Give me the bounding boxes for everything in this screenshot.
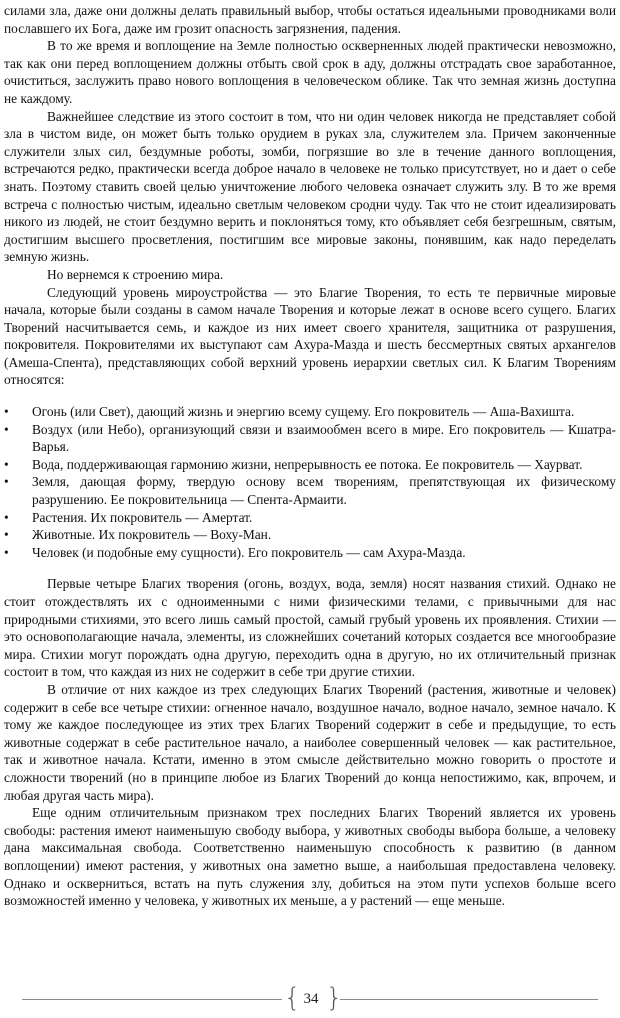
list-item — [4, 403, 616, 421]
left-brace-ornament: { — [284, 983, 301, 1013]
bullet-icon: • — [4, 456, 9, 472]
list-item — [4, 544, 616, 562]
paragraph-continuation: силами зла, даже они должны делать правильный выбор, чтобы остаться идеальными проводниками воли пославшего их Бога, даже им грозит опасность загрязнения, падения. — [4, 3, 616, 36]
bullet-icon: • — [4, 509, 9, 525]
list-item-text: Человек (и подобные ему сущности). Его покровитель — сам Ахура-Мазда. — [32, 544, 466, 560]
list-item-text: Огонь (или Свет), дающий жизнь и энергию всему сущему. Его покровитель — Аша-Вахишта. — [32, 404, 575, 420]
footer-rule-right — [340, 999, 598, 1000]
list-item-text: Животные. Их покровитель — Воху-Ман. — [32, 527, 272, 543]
bullet-icon: • — [4, 404, 9, 420]
list-item — [4, 473, 616, 508]
paragraph-elements: Первые четыре Благих творения (огонь, воздух, вода, земля) носят названия стихий. Однако не стоит отождествлять их с одноименными с ними физическими телами, с привычными для нас природными стихиями, это всего лишь самый простой, самый грубый уровень их проявления. Стихии — это основополагающие начала, элементы, из сложнейших сочетаний которых создается все многообразие мира. Стихии могут порождать одна другую, переходить одна в другую, но их отличительный признак состоит в том, что каждая из них не содержит в себе три другие стихии. — [4, 576, 616, 680]
bullet-icon: • — [4, 527, 9, 543]
list-item — [4, 421, 616, 456]
page-body — [4, 2, 616, 910]
paragraph-consequence: Важнейшее следствие из этого состоит в том, что ни один человек никогда не представляет собой зла в чистом виде, он может быть только орудием в руках зла, служителем зла. Причем законченные служители злых сил, бездумные роботы, зомби, погрязшие во зле в течение данного воплощения, встречаются редко, практически всегда доброе начало в человеке не только присутствует, но и дает о себе знать. Поэтому ставить своей целью уничтожение любого человека означает служить злу. В то же время встреча с полностью чистым, идеально светлым человеком сродни чуду. Так что не стоит идеализировать никого из людей, не стоит бездумно верить и поклоняться тому, кто объявляет себя безгрешным, святым, достигшим высшего просветления, постигшим все мировые законы, понявшим, как надо переделать земную жизнь. — [4, 108, 616, 265]
bullet-icon: • — [4, 421, 9, 437]
list-item-text: Растения. Их покровитель — Амертат. — [32, 509, 253, 525]
page-footer — [0, 984, 620, 1014]
list-item-text: Вода, поддерживающая гармонию жизни, непрерывность ее потока. Ее покровитель — Хаурват. — [32, 456, 583, 472]
paragraph-freedom: Еще одним отличительным признаком трех последних Благих Творений является их уровень свободы: растения имеют наименьшую свободу выбора, у животных свободы выбора больше, а человеку дана максимальная свобода. Соответственно наименьшую способность к развитию (в данном воплощении) имеют растения, у животных она заметно выше, а наибольшая предоставлена человеку. Однако и оскверниться, встать на путь служения злу, добиться на этом пути успехов больше всего возможностей именно у человека, у животных их меньше, а у растений — еще меньше. — [4, 805, 616, 909]
paragraph-incarnation: В то же время и воплощение на Земле полностью оскверненных людей практически невозможно, так как они перед воплощением должны отбыть свой срок в аду, должны отстрадать свое заработанное, очиститься, заслужить право нового воплощения в человеческом облике. Так что земная жизнь доступна не каждому. — [4, 38, 616, 106]
paragraph-good-creations-intro: Следующий уровень мироустройства — это Благие Творения, то есть те первичные мировые начала, которые были созданы в самом начале Творения и которые лежат в основе всего сущего. Благих Творений насчитывается семь, и каждое из них имеет своего хранителя, защитника от разрушения, покровителя. Покровителями их выступают сам Ахура-Мазда и шесть бессмертных святых архангелов (Амеша-Спента), представляющих собой верхний уровень иерархии светлых сил. К Благим Творениям относятся: — [4, 284, 616, 388]
list-item — [4, 456, 616, 474]
list-item — [4, 526, 616, 544]
list-item-text: Воздух (или Небо), организующий связи и взаимообмен всего в мире. Его покровитель — Кшатра-Варья. — [32, 421, 616, 455]
bullet-icon: • — [4, 474, 9, 490]
paragraph-return-to-structure: Но вернемся к строению мира. — [47, 266, 224, 282]
good-creations-list — [4, 403, 616, 561]
right-brace-ornament: } — [326, 983, 343, 1013]
page-number: 34 — [303, 991, 319, 1007]
bullet-icon: • — [4, 544, 9, 560]
list-item-text: Земля, дающая форму, твердую основу всем творениям, препятствующая их физическому разрушению. Ее покровительница — Спента-Армаити. — [32, 474, 616, 508]
footer-rule-left — [22, 999, 282, 1000]
list-item — [4, 509, 616, 527]
paragraph-higher-creations: В отличие от них каждое из трех следующих Благих Творений (растения, животные и человек) содержит в себе все четыре стихии: огненное начало, воздушное начало, водное начало, земное начало. К тому же каждое последующее из этих трех Благих Творений содержит в себе и предыдущие, то есть животные содержат в себе растительное начало, а наиболее совершенный человек — как растительное, так и животное начала. Кстати, именно в этом смысле действительно можно говорить о простоте и сложности творений (но в принципе любое из Благих Творений до конца непостижимо, как, впрочем, и любая другая часть мира). — [4, 681, 616, 803]
